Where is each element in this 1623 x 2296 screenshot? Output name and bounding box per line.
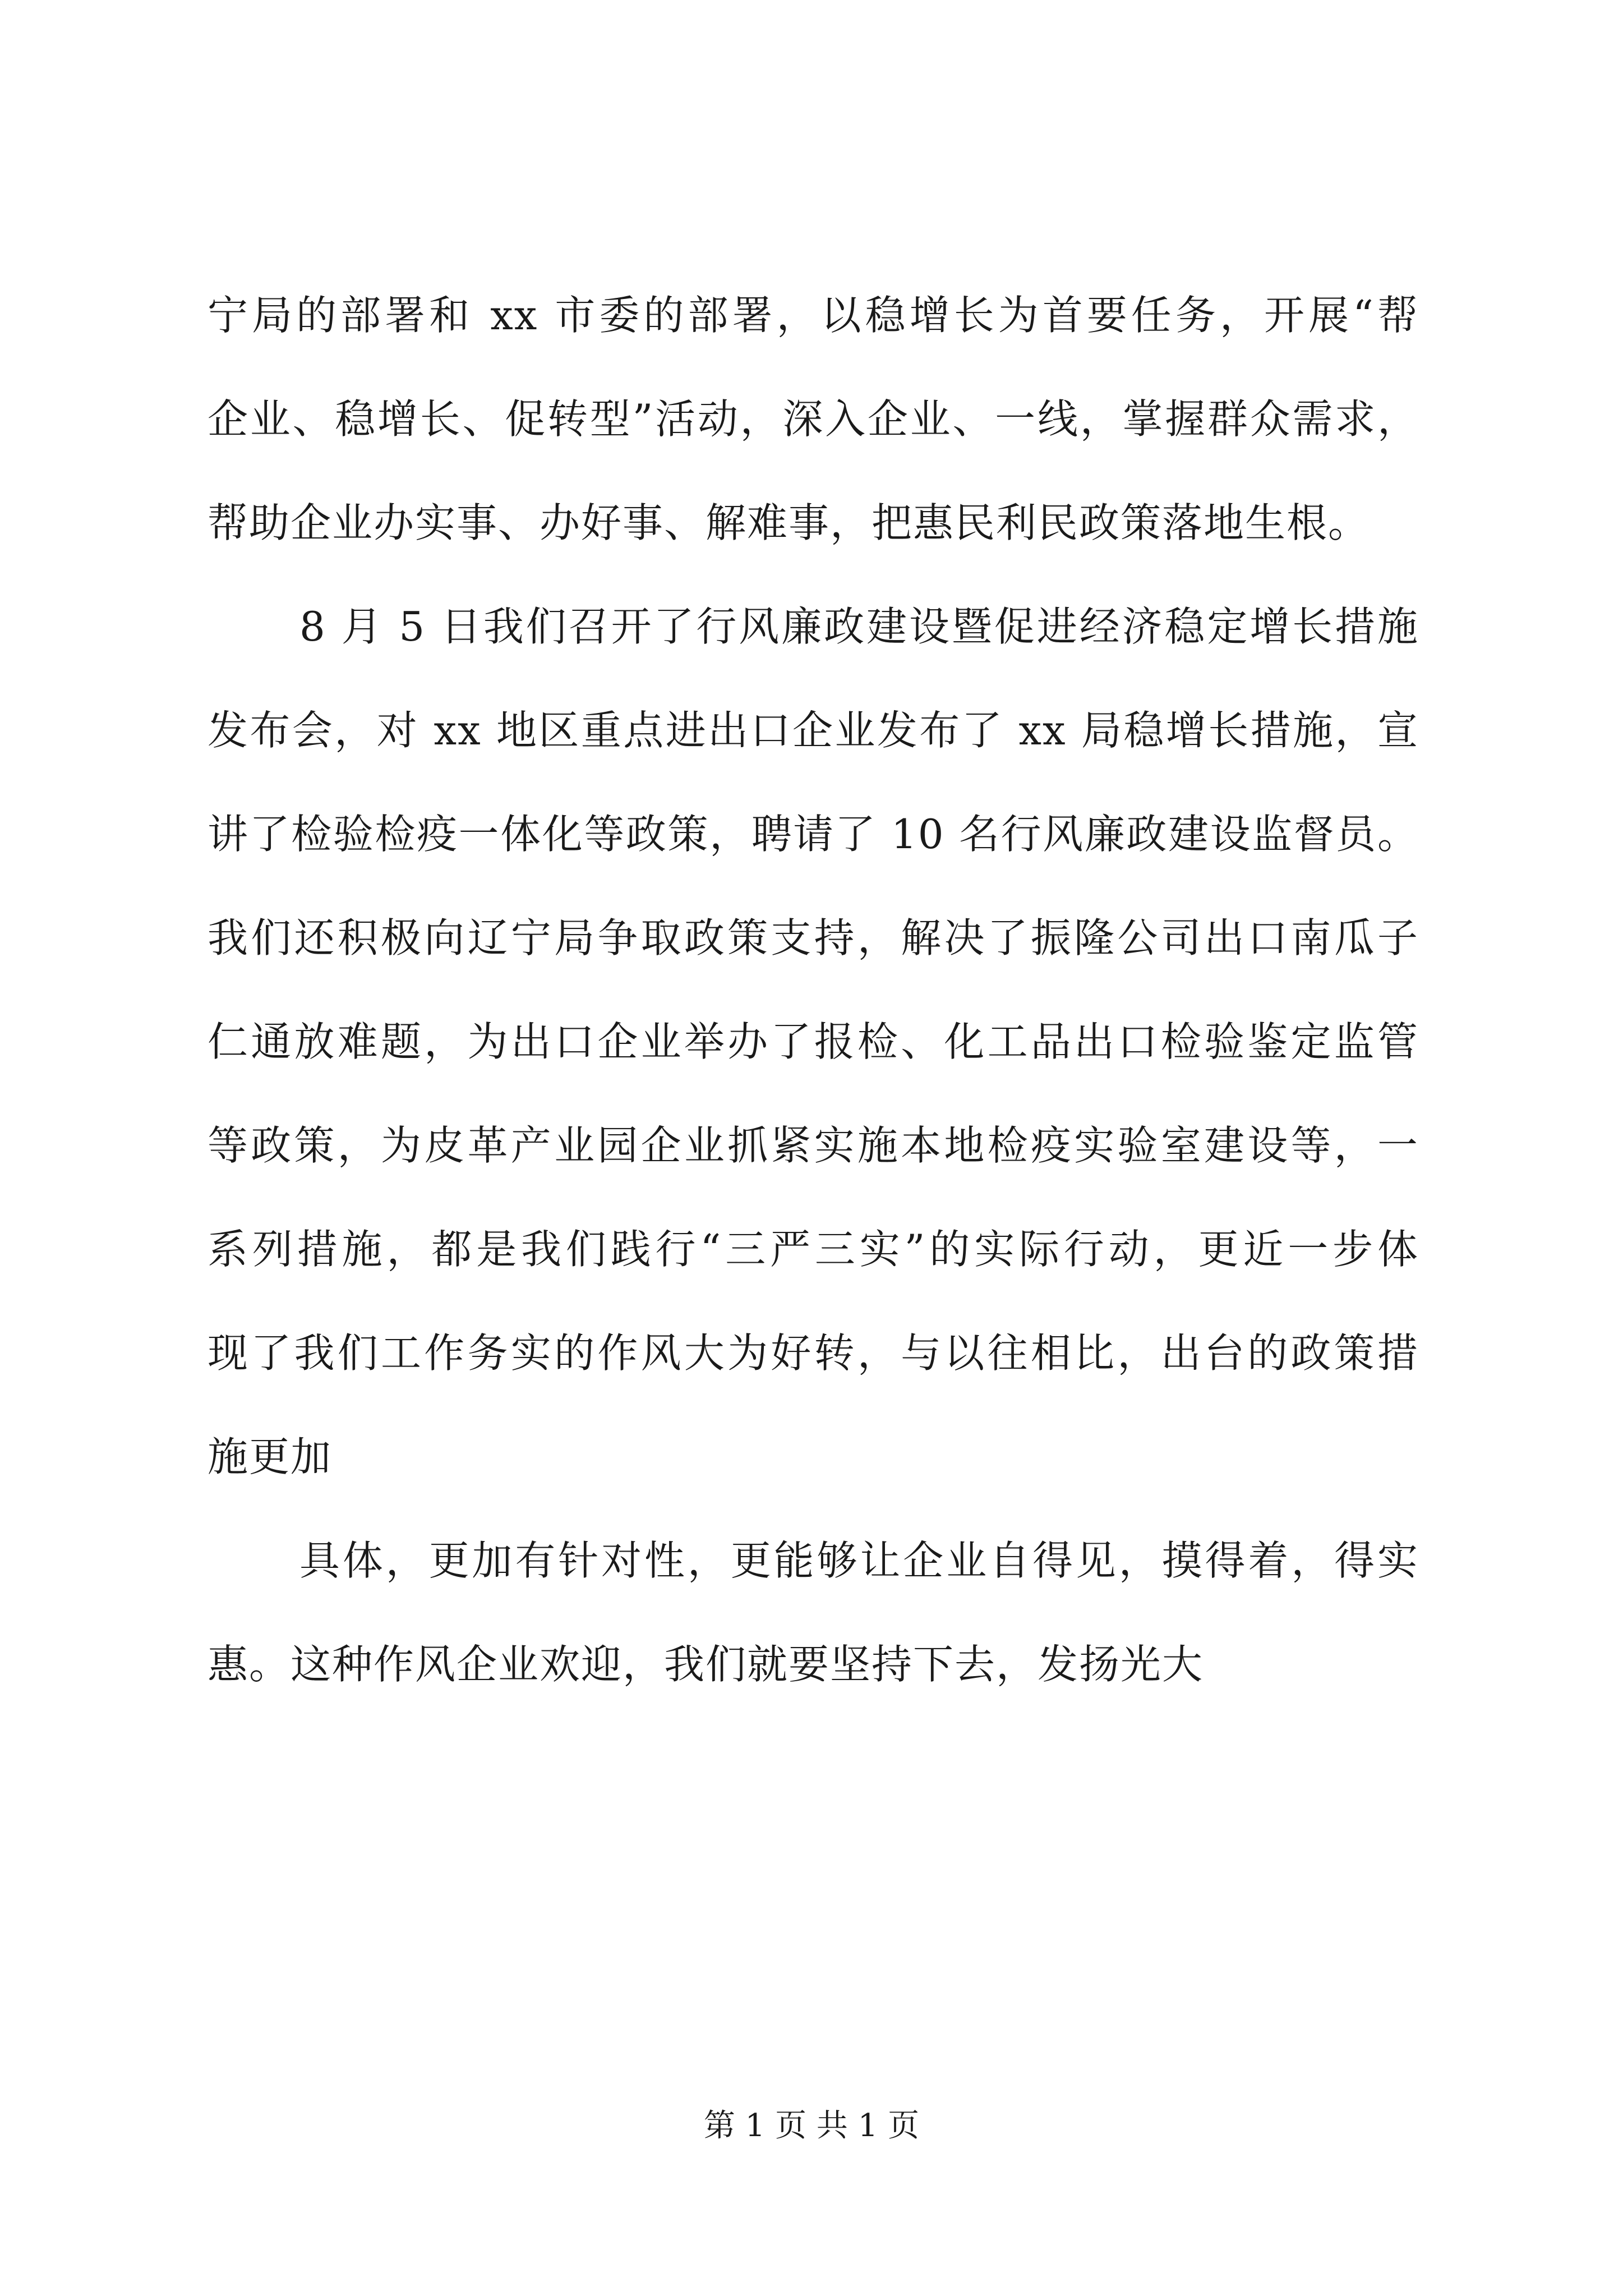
text-line: 讲了检验检疫一体化等政策，聘请了 10 名行风廉政建设监督员。 <box>208 811 1419 858</box>
document-body <box>208 264 1419 1717</box>
text-line: 等政策，为皮革产业园企业抓紧实施本地检疫实验室建设等，一 <box>208 1122 1419 1169</box>
paragraph <box>208 264 1419 575</box>
text-line: 发布会，对 xx 地区重点进出口企业发布了 xx 局稳增长措施，宣 <box>208 707 1419 754</box>
text-line: 具体，更加有针对性，更能够让企业自得见，摸得着，得实 <box>299 1537 1419 1584</box>
text-line: 仁通放难题，为出口企业举办了报检、化工品出口检验鉴定监管 <box>208 1018 1419 1065</box>
text-line: 企业、稳增长、促转型”活动，深入企业、一线，掌握群众需求， <box>208 395 1419 443</box>
text-line: 宁局的部署和 xx 市委的部署，以稳增长为首要任务，开展“帮 <box>208 292 1419 339</box>
text-line: 惠。这种作风企业欢迎，我们就要坚持下去，发扬光大 <box>208 1641 1204 1688</box>
text-line: 系列措施，都是我们践行“三严三实”的实际行动，更近一步体 <box>208 1226 1419 1273</box>
text-line: 施更加 <box>208 1433 333 1480</box>
paragraph <box>208 575 1419 1509</box>
text-line: 帮助企业办实事、办好事、解难事，把惠民利民政策落地生根。 <box>208 499 1370 546</box>
text-line: 现了我们工作务实的作风大为好转，与以往相比，出台的政策措 <box>208 1329 1419 1377</box>
text-line: 我们还积极向辽宁局争取政策支持，解决了振隆公司出口南瓜子 <box>208 914 1419 961</box>
paragraph <box>208 1509 1419 1717</box>
text-line: 8 月 5 日我们召开了行风廉政建设暨促进经济稳定增长措施 <box>299 603 1419 650</box>
page-number-label: 第 1 页 共 1 页 <box>703 2108 920 2144</box>
page-footer <box>0 2104 1623 2148</box>
